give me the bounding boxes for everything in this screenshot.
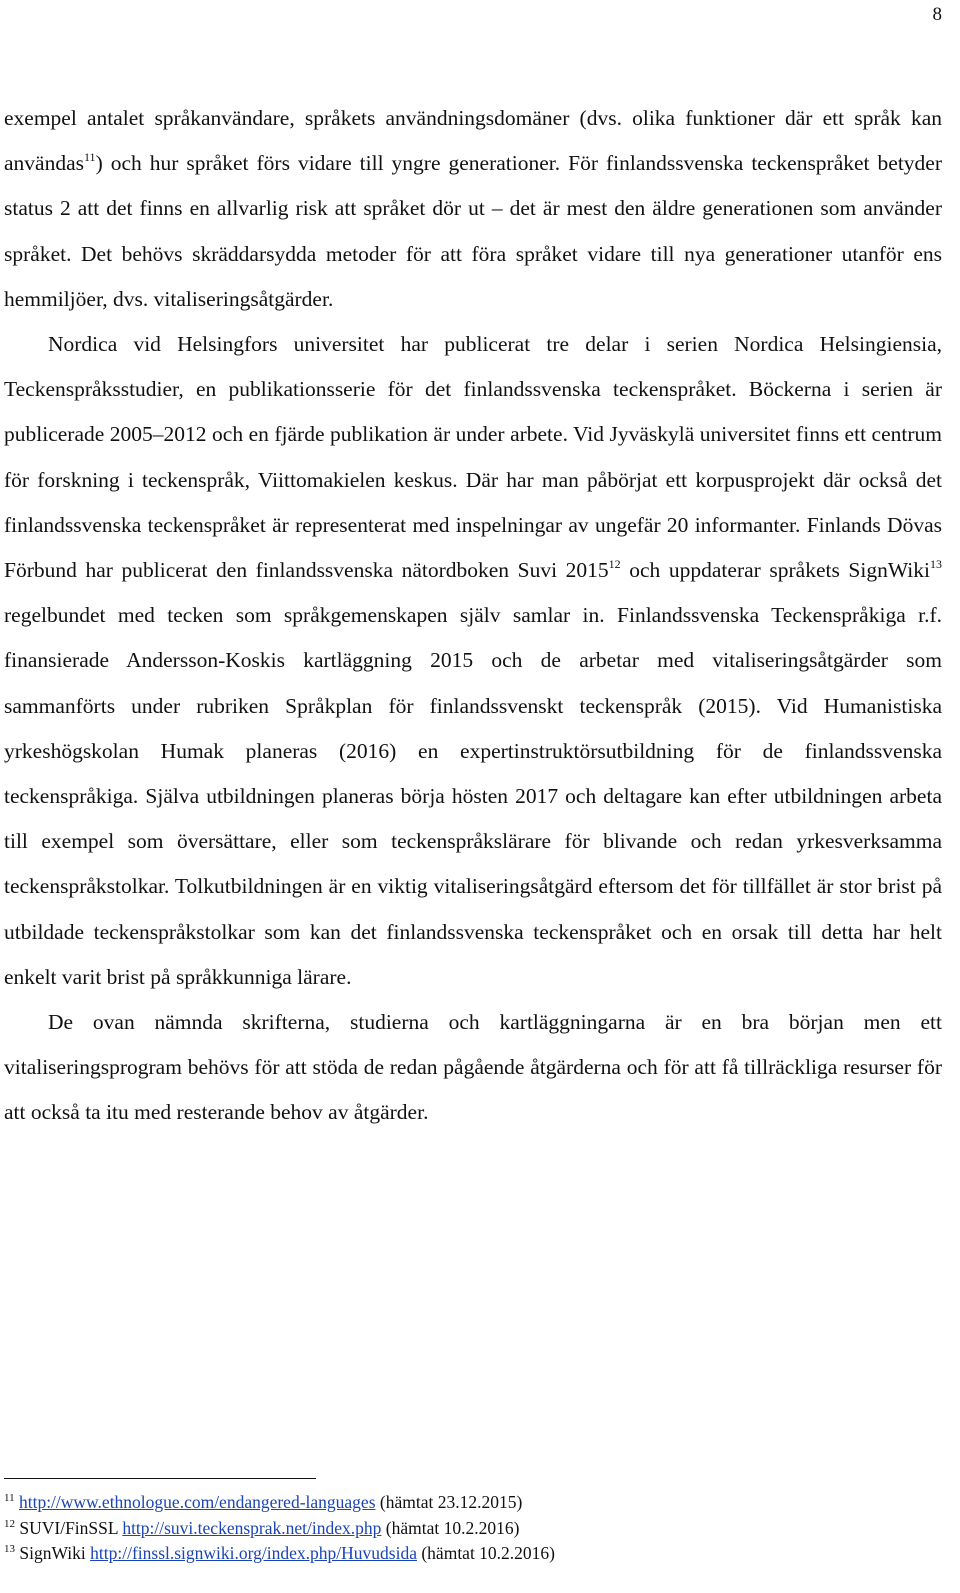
footnote (4, 1516, 942, 1542)
footnote-link[interactable]: http://www.ethnologue.com/endangered-languages (18, 1492, 376, 1512)
footnote-link[interactable]: http://finssl.signwiki.org/index.php/Huvudsida (90, 1543, 417, 1563)
footnote-reference[interactable]: 11 (84, 150, 96, 165)
paragraph-text: regelbundet med tecken som språkgemenskapen själv samlar in. Finlandssvenska Teckenspråkiga r.f. finansierade Andersson-Koskis kartläggning 2015 och de arbetar med vitaliseringsåtgärder som sammanförts under rubriken Språkplan för finlandssvenskt teckenspråk (2015). Vid Humanistiska yrkeshögskolan Humak planeras (2016) en expertinstruktörsutbildning för de finlandssvenska teckenspråkiga. Själva utbildningen planeras börja hösten 2017 och deltagare kan efter utbildningen arbeta till exempel som översättare, eller som teckenspråkslärare för blivande och redan yrkesverksamma teckenspråkstolkar. Tolkutbildningen är en viktig vitaliseringsåtgärd eftersom det för tillfället är stor brist på utbildade teckenspråkstolkar som kan det finlandssvenska teckenspråket och en orsak till detta har helt enkelt varit brist på språkkunniga lärare. (4, 603, 942, 989)
paragraph (4, 96, 942, 322)
paragraph-text: ) och hur språket förs vidare till yngre generationer. För finlandssvenska teckenspråket betyder status 2 att det finns en allvarlig risk att språket dör ut – det är mest den äldre generationen som använder språket. Det behövs skräddarsydda metoder för att föra språket vidare till nya generationer utanför ens hemmiljöer, dvs. vitaliseringsåtgärder. (4, 151, 942, 311)
paragraph-text: och uppdaterar språkets SignWiki (620, 558, 930, 583)
footnote-link[interactable]: http://suvi.teckensprak.net/index.php (122, 1517, 382, 1538)
footnote-number: 12 (4, 1517, 15, 1530)
footnote-reference[interactable]: 12 (608, 557, 621, 572)
footnote-reference[interactable]: 13 (930, 557, 942, 572)
footnote-label: SignWiki (19, 1543, 91, 1563)
footnote-date: (hämtat 10.2.2016) (416, 1543, 556, 1563)
paragraph-text: De ovan nämnda skrifterna, studierna och kartläggningarna är en bra början men ett vitaliseringsprogram behövs för att stöda de redan pågående åtgärderna och för att få tillräckliga resurser för att också ta itu med resterande behov av åtgärder. (4, 1010, 942, 1125)
footnote-number: 11 (4, 1492, 15, 1504)
footnote-number: 13 (4, 1543, 15, 1555)
footnote-date: (hämtat 10.2.2016) (381, 1517, 520, 1538)
footnote-divider (4, 1478, 316, 1479)
footnote (4, 1541, 942, 1567)
footnote-date: (hämtat 23.12.2015) (375, 1492, 523, 1512)
paragraph-text: Nordica vid Helsingfors universitet har publicerat tre delar i serien Nordica Helsingiensia, Teckenspråksstudier, en publikationsserie för det finlandssvenska teckenspråket. Böckerna i serien är publicerade 2005–2012 och en fjärde publikation är under arbete. Vid Jyväskylä universitet finns ett centrum för forskning i teckenspråk, Viittomakielen keskus. Där har man påbörjat ett korpusprojekt där också det finlandssvenska teckenspråket är representerat med inspelningar av ungefär 20 informanter. Finlands Dövas Förbund har publicerat den finlandssvenska nätordboken Suvi 2015 (4, 332, 942, 583)
paragraph (4, 322, 942, 1000)
body-text (4, 96, 942, 1136)
page-number: 8 (932, 4, 942, 25)
footnotes (4, 1490, 942, 1567)
footnote (4, 1490, 942, 1516)
paragraph-text: exempel antalet språkanvändare, språkets användningsdomäner (dvs. olika funktioner där ett språk kan användas (4, 106, 942, 176)
paragraph (4, 1000, 942, 1136)
footnote-label: SUVI/FinSSL (19, 1517, 123, 1538)
